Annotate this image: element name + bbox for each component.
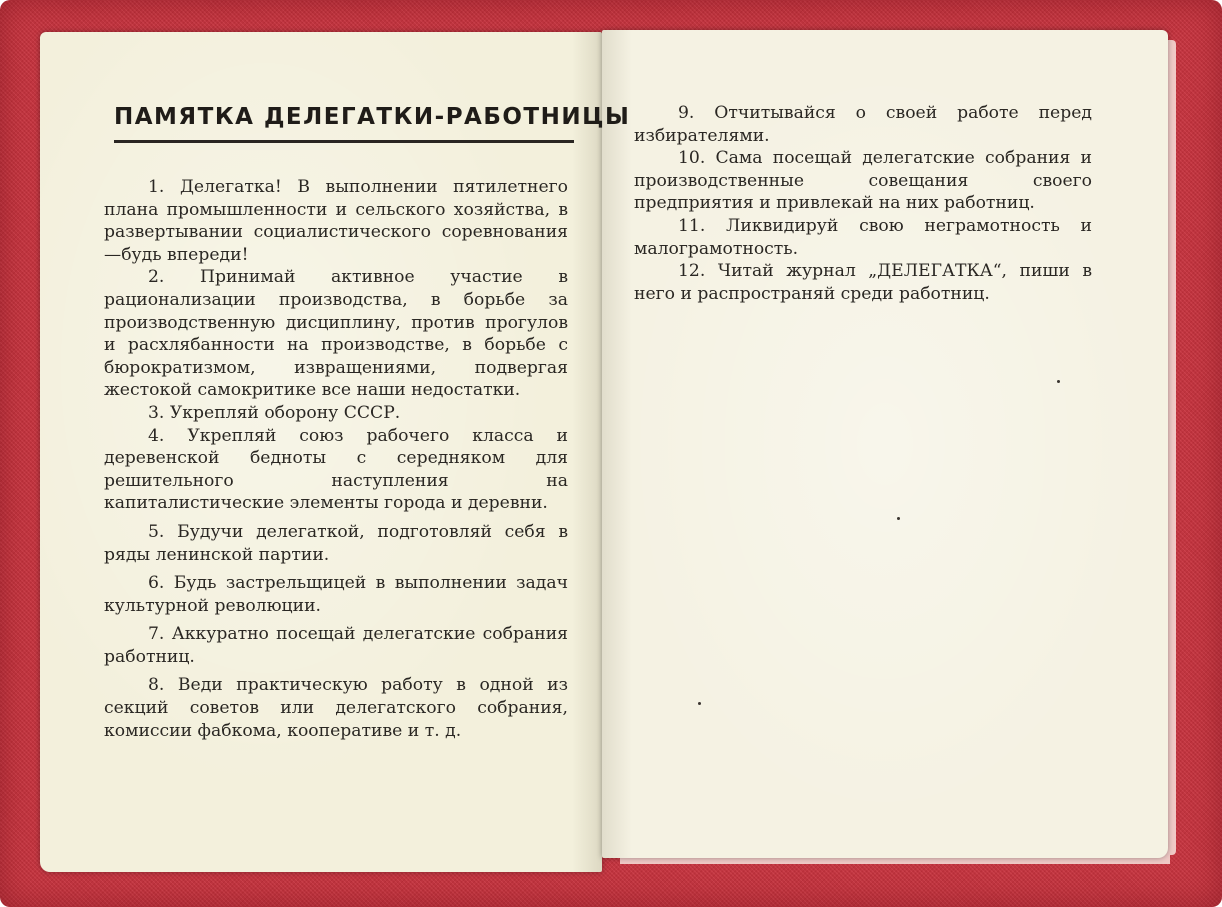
paper-speck: [897, 517, 900, 520]
memo-item-12: 12. Читай журнал „ДЕЛЕГАТКА“, пиши в него и распространяй среди работниц.: [634, 261, 1092, 304]
memo-item-7: 7. Аккуратно посещай делегатские собрания работниц.: [104, 624, 568, 667]
memo-item-4: 4. Укрепляй союз рабочего класса и деревенской бедноты с середняком для решительного наступления на капиталистические элементы города и деревни.: [104, 425, 568, 514]
memo-item-3: 3. Укрепляй оборону СССР.: [148, 402, 401, 423]
memo-item-2: 2. Принимай активное участие в рационализации производства, в борьбе за производственную дисциплину, против прогулов и расхлябанности на производстве, в борьбе с бюрократизмом, извращениями, подвергая жестокой самокритике все наши недостатки.: [104, 267, 568, 401]
memo-item-10: 10. Сама посещай делегатские собрания и производственные совещания своего предприятия и привлекай на них работниц.: [634, 148, 1092, 214]
right-page-text: [634, 102, 1092, 305]
left-page-text: [104, 176, 568, 742]
title-underline: [114, 140, 574, 143]
document-title: ПАМЯТКА ДЕЛЕГАТКИ-РАБОТНИЦЫ: [114, 104, 631, 130]
memo-item-9: 9. Отчитывайся о своей работе перед избирателями.: [634, 103, 1092, 146]
memo-item-11: 11. Ликвидируй свою неграмотность и малограмотность.: [634, 215, 1092, 259]
memo-item-1: 1. Делегатка! В выполнении пятилетнего плана промышленности и сельского хозяйства, в развертывании социалистического соревнования—будь впереди!: [104, 177, 568, 265]
memo-item-6: 6. Будь застрельщицей в выполнении задач культурной революции.: [104, 573, 568, 616]
memo-item-8: 8. Веди практическую работу в одной из секций советов или делегатского собрания, комиссии фабкома, кооперативе и т. д.: [104, 675, 568, 741]
paper-speck: [698, 702, 701, 705]
paper-speck: [1057, 380, 1060, 383]
memo-item-5: 5. Будучи делегаткой, подготовляй себя в ряды ленинской партии.: [104, 521, 568, 565]
